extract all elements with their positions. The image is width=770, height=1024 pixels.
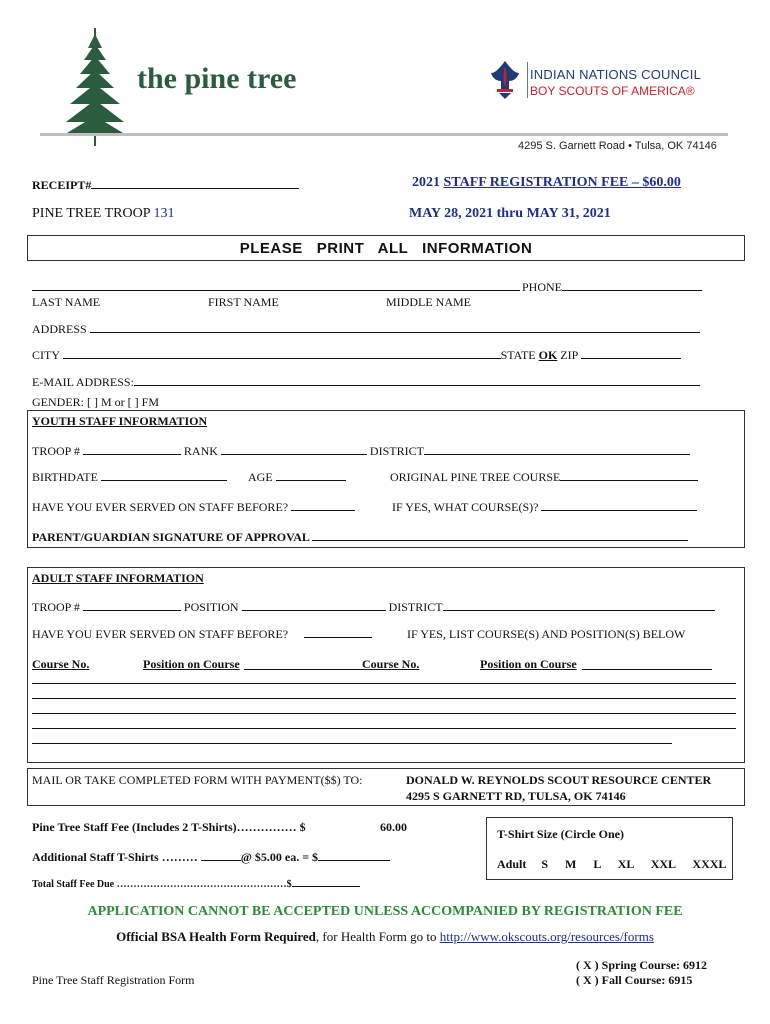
col-position-2: Position on Course — [480, 657, 577, 671]
age-label: AGE — [248, 470, 273, 484]
tshirt-prefix: Adult — [497, 857, 527, 871]
address-field — [32, 322, 700, 337]
health-form-link[interactable]: http://www.okscouts.org/resources/forms — [439, 929, 654, 944]
phone-input[interactable] — [562, 280, 702, 291]
adult-served-field — [32, 627, 372, 642]
fee-year: 2021 — [412, 175, 440, 190]
receipt-label: RECEIPT# — [32, 178, 92, 192]
course-entry-line-4[interactable] — [32, 728, 736, 729]
email-label: E-MAIL ADDRESS: — [32, 375, 134, 389]
middle-name-label: MIDDLE NAME — [386, 295, 471, 309]
adult-if-yes-label: IF YES, LIST COURSE(S) AND POSITION(S) BELOW — [407, 627, 686, 641]
youth-heading: YOUTH STAFF INFORMATION — [32, 414, 208, 428]
course-entry-line-5[interactable] — [32, 743, 672, 744]
youth-age-field — [248, 470, 346, 485]
gender-field[interactable]: GENDER: [ ] M or [ ] FM — [32, 395, 159, 409]
header-rule — [40, 133, 728, 136]
bsa-name: BOY SCOUTS OF AMERICA® — [530, 84, 695, 98]
fee-title: STAFF REGISTRATION FEE – $60.00 — [443, 175, 681, 190]
total-fee-input[interactable] — [292, 878, 360, 887]
size-m[interactable]: M — [565, 857, 577, 871]
youth-troop-label: TROOP # — [32, 444, 80, 458]
col-course-no-2: Course No. — [362, 657, 420, 671]
adult-district-label: DISTRICT — [388, 600, 443, 614]
staff-fee-value: 60.00 — [380, 820, 407, 834]
phone-field — [522, 280, 702, 295]
print-banner: PLEASE PRINT ALL INFORMATION — [239, 240, 533, 257]
troop-line — [32, 206, 174, 222]
additional-rate-label: @ $5.00 ea. = $ — [240, 850, 319, 864]
birthdate-label: BIRTHDATE — [32, 470, 98, 484]
size-xl[interactable]: XL — [617, 857, 634, 871]
tshirt-size-box — [486, 817, 733, 880]
age-input[interactable] — [276, 470, 346, 481]
health-form-text: , for Health Form go to — [315, 929, 437, 944]
zip-input[interactable] — [581, 348, 681, 359]
adult-district-input[interactable] — [443, 600, 715, 611]
adult-served-label: HAVE YOU EVER SERVED ON STAFF BEFORE? — [32, 627, 289, 641]
fee-warning: APPLICATION CANNOT BE ACCEPTED UNLESS ACCOMPANIED BY REGISTRATION FEE — [87, 904, 683, 919]
size-xxl[interactable]: XXL — [650, 857, 676, 871]
council-address: 4295 S. Garnett Road • Tulsa, OK 74146 — [518, 140, 717, 152]
mail-street: 4295 S GARNETT RD, TULSA, OK 74146 — [406, 789, 626, 803]
tshirt-heading: T-Shirt Size (Circle One) — [497, 827, 624, 841]
troop-number: 131 — [153, 206, 175, 221]
zip-label: ZIP — [560, 348, 578, 362]
bsa-fleur-de-lis-icon — [487, 59, 523, 101]
last-name-label: LAST NAME — [32, 295, 101, 309]
adult-served-input[interactable] — [304, 627, 372, 638]
youth-served-label: HAVE YOU EVER SERVED ON STAFF BEFORE? — [32, 500, 289, 514]
additional-shirts-label: Additional Staff T-Shirts ……… — [32, 850, 198, 864]
size-xxxl[interactable]: XXXL — [692, 857, 727, 871]
youth-served-input[interactable] — [291, 500, 355, 511]
youth-served-field — [32, 500, 355, 515]
total-fee-label: Total Staff Fee Due ……………………………………………$ — [32, 879, 292, 890]
col-divider-1 — [244, 669, 362, 670]
form-name: Pine Tree Staff Registration Form — [32, 973, 195, 987]
youth-if-yes-input[interactable] — [541, 500, 697, 511]
first-name-label: FIRST NAME — [208, 295, 279, 309]
email-input[interactable] — [134, 375, 700, 386]
adult-heading: ADULT STAFF INFORMATION — [32, 571, 204, 585]
address-label: ADDRESS — [32, 322, 87, 336]
youth-district-label: DISTRICT — [369, 444, 424, 458]
additional-qty-input[interactable] — [201, 850, 241, 861]
parent-signature-label: PARENT/GUARDIAN SIGNATURE OF APPROVAL — [32, 530, 310, 544]
receipt-field — [32, 178, 299, 193]
email-field — [32, 375, 700, 390]
state-value: OK — [538, 348, 558, 362]
youth-if-yes-label: IF YES, WHAT COURSE(S)? — [392, 500, 539, 514]
logo-divider — [527, 62, 528, 98]
adult-position-label: POSITION — [183, 600, 239, 614]
youth-if-yes-field — [392, 500, 697, 515]
youth-birthdate-field — [32, 470, 227, 485]
city-field — [32, 348, 681, 363]
city-input[interactable] — [63, 348, 501, 359]
course-dates: MAY 28, 2021 thru MAY 31, 2021 — [409, 206, 611, 221]
course-entry-line-3[interactable] — [32, 713, 736, 714]
youth-row-1 — [32, 444, 690, 459]
original-course-input[interactable] — [560, 470, 698, 481]
name-input[interactable] — [32, 290, 520, 291]
pine-tree-icon — [62, 28, 132, 146]
mail-label: MAIL OR TAKE COMPLETED FORM WITH PAYMENT($$) TO: — [32, 773, 363, 787]
col-divider-2 — [582, 669, 712, 670]
adult-position-input[interactable] — [242, 600, 386, 611]
mail-org: DONALD W. REYNOLDS SCOUT RESOURCE CENTER — [406, 773, 712, 787]
col-course-no-1: Course No. — [32, 657, 90, 671]
total-fee-field — [32, 878, 360, 890]
parent-signature-input[interactable] — [312, 530, 688, 541]
youth-troop-input[interactable] — [83, 444, 181, 455]
parent-signature-field — [32, 530, 688, 545]
col-position-1: Position on Course — [143, 657, 240, 671]
troop-label: PINE TREE TROOP — [32, 206, 150, 221]
size-s[interactable]: S — [541, 857, 549, 871]
council-name: INDIAN NATIONS COUNCIL — [530, 67, 702, 82]
brand-title: the pine tree — [137, 62, 297, 95]
adult-troop-label: TROOP # — [32, 600, 80, 614]
youth-district-input[interactable] — [424, 444, 690, 455]
original-course-field — [390, 470, 698, 485]
tshirt-sizes — [497, 857, 726, 872]
fall-course[interactable]: ( X ) Fall Course: 6915 — [576, 973, 693, 987]
course-entry-line-1[interactable] — [32, 683, 736, 684]
state-label: STATE — [500, 348, 536, 362]
health-form-required: Official BSA Health Form Required — [116, 929, 316, 944]
additional-total-input[interactable] — [318, 850, 390, 861]
size-l[interactable]: L — [593, 857, 601, 871]
print-banner-box — [27, 235, 745, 261]
phone-label: PHONE — [522, 280, 563, 294]
birthdate-input[interactable] — [101, 470, 227, 481]
fee-heading — [412, 175, 681, 191]
receipt-input[interactable] — [91, 178, 299, 189]
health-form-line — [0, 929, 770, 945]
youth-rank-label: RANK — [183, 444, 218, 458]
address-input[interactable] — [90, 322, 700, 333]
additional-shirts-field — [32, 850, 390, 865]
original-course-label: ORIGINAL PINE TREE COURSE — [390, 470, 561, 484]
youth-rank-input[interactable] — [221, 444, 367, 455]
staff-fee-label: Pine Tree Staff Fee (Includes 2 T-Shirts)…………… $ — [32, 820, 306, 834]
adult-row-1 — [32, 600, 715, 615]
spring-course[interactable]: ( X ) Spring Course: 6912 — [576, 958, 707, 972]
city-label: CITY — [32, 348, 60, 362]
adult-troop-input[interactable] — [83, 600, 181, 611]
course-entry-line-2[interactable] — [32, 698, 736, 699]
